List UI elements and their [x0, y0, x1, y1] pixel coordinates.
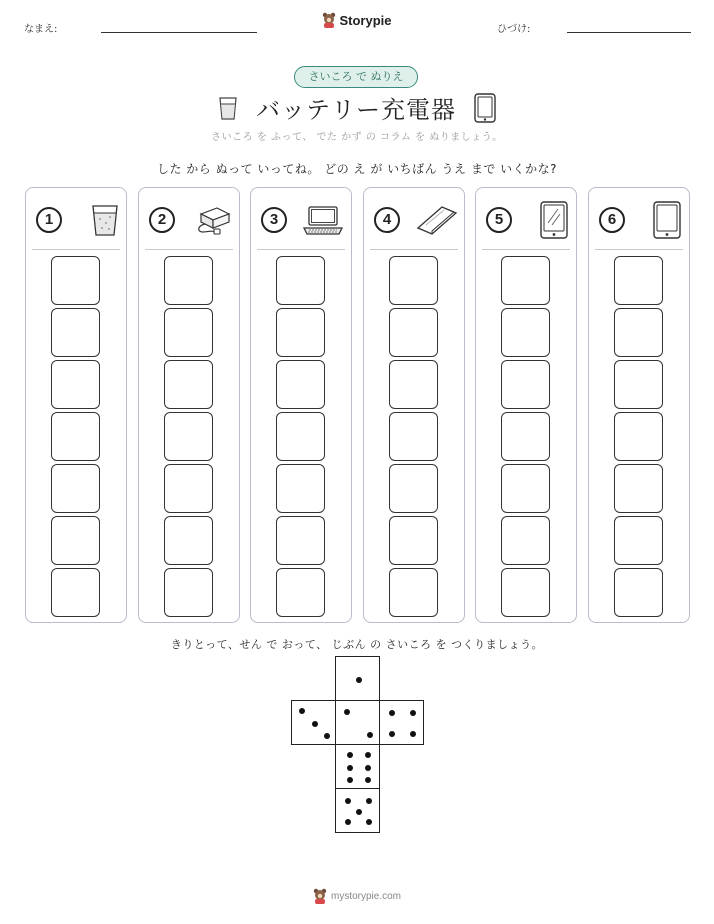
die-pip: [366, 819, 372, 825]
die-pip: [345, 798, 351, 804]
color-cell[interactable]: [164, 308, 213, 357]
color-cell[interactable]: [501, 568, 550, 617]
die-face: [335, 744, 380, 789]
color-cell[interactable]: [501, 360, 550, 409]
color-cell[interactable]: [51, 464, 100, 513]
date-label: ひづけ:: [497, 24, 531, 35]
cut-instruction: きりとって、せん で おって、 じぶん の さいころ を つくりましょう。: [170, 638, 544, 651]
die-face: [291, 700, 336, 745]
brand-name: Storypie: [339, 12, 392, 28]
die-face: [335, 700, 380, 745]
color-cell[interactable]: [614, 464, 663, 513]
die-pip: [347, 752, 353, 758]
name-label: なまえ:: [24, 24, 58, 35]
activity-badge: さいころ で ぬりえ: [294, 66, 418, 88]
die-pip: [356, 677, 362, 683]
color-cell[interactable]: [276, 360, 325, 409]
color-cell[interactable]: [389, 256, 438, 305]
column-3: [250, 187, 352, 623]
die-face: [335, 656, 380, 701]
die-pip: [389, 731, 395, 737]
die-pip: [347, 765, 353, 771]
bear-mascot-icon: [313, 888, 327, 904]
brand-logo: [0, 12, 714, 31]
color-cell[interactable]: [501, 412, 550, 461]
column-5: [475, 187, 577, 623]
die-pip: [344, 709, 350, 715]
color-cell[interactable]: [389, 516, 438, 565]
column-number: 4: [374, 207, 400, 233]
color-cell[interactable]: [51, 516, 100, 565]
color-cell[interactable]: [501, 516, 550, 565]
column-number: 5: [486, 207, 512, 233]
date-field-line[interactable]: [567, 32, 691, 33]
die-pip: [312, 721, 318, 727]
die-pip: [366, 798, 372, 804]
color-cell[interactable]: [614, 568, 663, 617]
charger-icon: [193, 204, 233, 236]
tablet-icon: [651, 201, 683, 239]
die-pip: [365, 752, 371, 758]
column-2: [138, 187, 240, 623]
color-cell[interactable]: [501, 464, 550, 513]
color-cell[interactable]: [614, 308, 663, 357]
die-pip: [365, 777, 371, 783]
die-pip: [410, 710, 416, 716]
color-cell[interactable]: [51, 308, 100, 357]
color-cell[interactable]: [164, 568, 213, 617]
color-cell[interactable]: [614, 516, 663, 565]
column-1: [25, 187, 127, 623]
color-cell[interactable]: [389, 412, 438, 461]
die-pip: [356, 809, 362, 815]
instruction: した から ぬって いってね。 どの え が いちばん うえ まで いくかな?: [156, 162, 558, 176]
laptop-icon: [301, 204, 345, 236]
color-cell[interactable]: [614, 256, 663, 305]
die-pip: [324, 733, 330, 739]
glass-icon: [90, 203, 120, 237]
color-cell[interactable]: [51, 412, 100, 461]
footer: [0, 888, 714, 907]
color-cell[interactable]: [501, 308, 550, 357]
color-cell[interactable]: [276, 256, 325, 305]
color-cell[interactable]: [276, 308, 325, 357]
footer-url[interactable]: mystorypie.com: [330, 890, 401, 902]
color-cell[interactable]: [51, 256, 100, 305]
die-face: [335, 788, 380, 833]
die-pip: [299, 708, 305, 714]
color-cell[interactable]: [164, 516, 213, 565]
color-cell[interactable]: [276, 516, 325, 565]
die-pip: [367, 732, 373, 738]
die-face: [379, 700, 424, 745]
die-pip: [365, 765, 371, 771]
subtitle: さいころ を ふって、 でた かず の コラム を ぬりましょう。: [211, 132, 503, 143]
die-pip: [389, 710, 395, 716]
glass-icon: [218, 95, 238, 121]
column-6: [588, 187, 690, 623]
color-cell[interactable]: [164, 360, 213, 409]
title-row: [0, 90, 714, 125]
column-number: 3: [261, 207, 287, 233]
tablet-icon: [538, 201, 570, 239]
page-title: バッテリー充電器: [256, 96, 456, 124]
bear-mascot-icon: [322, 12, 336, 28]
battery-pad-icon: [416, 204, 458, 236]
color-cell[interactable]: [389, 308, 438, 357]
color-cell[interactable]: [389, 360, 438, 409]
tablet-icon: [474, 93, 496, 123]
color-cell[interactable]: [164, 412, 213, 461]
color-cell[interactable]: [51, 568, 100, 617]
color-cell[interactable]: [614, 360, 663, 409]
color-cell[interactable]: [164, 464, 213, 513]
color-cell[interactable]: [276, 464, 325, 513]
color-cell[interactable]: [276, 568, 325, 617]
color-cell[interactable]: [276, 412, 325, 461]
column-number: 1: [36, 207, 62, 233]
die-pip: [410, 731, 416, 737]
column-number: 6: [599, 207, 625, 233]
column-4: [363, 187, 465, 623]
color-cell[interactable]: [164, 256, 213, 305]
color-cell[interactable]: [501, 256, 550, 305]
color-cell[interactable]: [614, 412, 663, 461]
color-cell[interactable]: [389, 464, 438, 513]
name-field-line[interactable]: [101, 32, 257, 33]
die-pip: [345, 819, 351, 825]
color-cell[interactable]: [389, 568, 438, 617]
die-pip: [347, 777, 353, 783]
color-cell[interactable]: [51, 360, 100, 409]
column-number: 2: [149, 207, 175, 233]
